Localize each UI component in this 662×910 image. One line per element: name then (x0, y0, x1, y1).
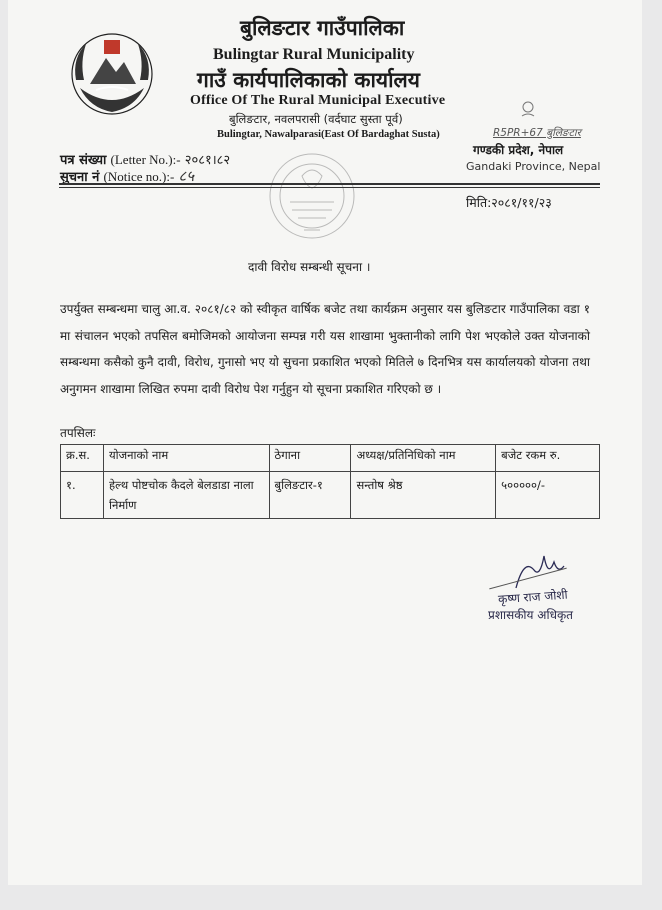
office-name-en: Office Of The Rural Municipal Executive (190, 93, 446, 108)
letter-number-label-en: (Letter No.):- (110, 152, 181, 167)
details-label: तपसिलः (60, 426, 96, 440)
office-name-np: गाउँ कार्यपालिकाको कार्यालय (197, 68, 420, 92)
table-row (61, 472, 600, 519)
letter-number-label-np: पत्र संख्या (60, 153, 107, 168)
cell-project-name: हेल्थ पोष्टचोक कैदले बेलडाडा नाला निर्माण (103, 472, 269, 519)
document-date: मिति:२०८१/११/२३ (466, 195, 552, 210)
coat-of-arms-icon (518, 98, 538, 120)
plus-code: R5PR+67 बुलिङटार (493, 127, 581, 139)
column-header-representative: अध्यक्ष/प्रतिनिधिको नाम (351, 445, 496, 472)
notice-body: उपर्युक्त सम्बन्धमा चालु आ.व. २०८१/८२ को स्वीकृत वार्षिक बजेट तथा कार्यक्रम अनुसार यस बुलिङटार गाउँपालिका वडा १ मा संचालन भएको तपसिल बमोजिमको आयोजना सम्पन्न गरी यस शाखामा भुक्तानीको लागि पेश भएकोले उक्त योजनाको सम्बन्धमा कसैको कुनै दावी, विरोध, गुनासो भए यो सुचना प्रकाशित भएको मितिले ७ दिनभित्र यस कार्यालयको योजना तथा अनुगमन शाखामा लिखित रुपमा दावी विरोध पेश गर्नुहुन यो सूचना प्रकाशित गरिएको छ । (60, 302, 590, 396)
notice-number-label-en: (Notice no.):- (103, 169, 175, 184)
municipality-logo-emblem (66, 28, 158, 120)
office-stamp-seal (262, 146, 362, 246)
column-header-address: ठेगाना (269, 445, 351, 472)
table-header-row (61, 445, 600, 472)
address-en: Bulingtar, Nawalparasi(East Of Bardaghat Susta) (217, 129, 440, 140)
letter-number-value: २०८१।८२ (184, 153, 231, 168)
project-details-table (60, 444, 600, 519)
municipality-name-en: Bulingtar Rural Municipality (213, 46, 415, 63)
column-header-sn: क्र.स. (61, 445, 104, 472)
notice-number-value: ८५ (178, 167, 195, 185)
municipality-name-np: बुलिङटार गाउँपालिका (240, 16, 405, 40)
notice-subject: दावी विरोध सम्बन्धी सूचना । (248, 260, 371, 274)
cell-address: बुलिङटार-१ (269, 472, 351, 519)
notice-number-label-np: सुचना नं (60, 170, 100, 185)
header-divider-thick (59, 183, 600, 185)
address-np: बुलिङटार, नवलपरासी (वर्दघाट सुस्ता पूर्व) (229, 112, 403, 126)
cell-sn: १. (61, 472, 104, 519)
column-header-project-name: योजनाको नाम (103, 445, 269, 472)
header-divider-thin (59, 187, 600, 188)
signatory-title: प्रशासकीय अधिकृत (488, 608, 574, 622)
cell-representative: सन्तोष श्रेष्ठ (351, 472, 496, 519)
column-header-budget: बजेट रकम रु. (496, 445, 600, 472)
province-en: Gandaki Province, Nepal (466, 160, 601, 173)
signatory-name: कृष्ण राज जोशी (497, 587, 569, 607)
cell-budget: ५०००००/- (496, 472, 600, 519)
province-np: गण्डकी प्रदेश, नेपाल (473, 143, 564, 157)
